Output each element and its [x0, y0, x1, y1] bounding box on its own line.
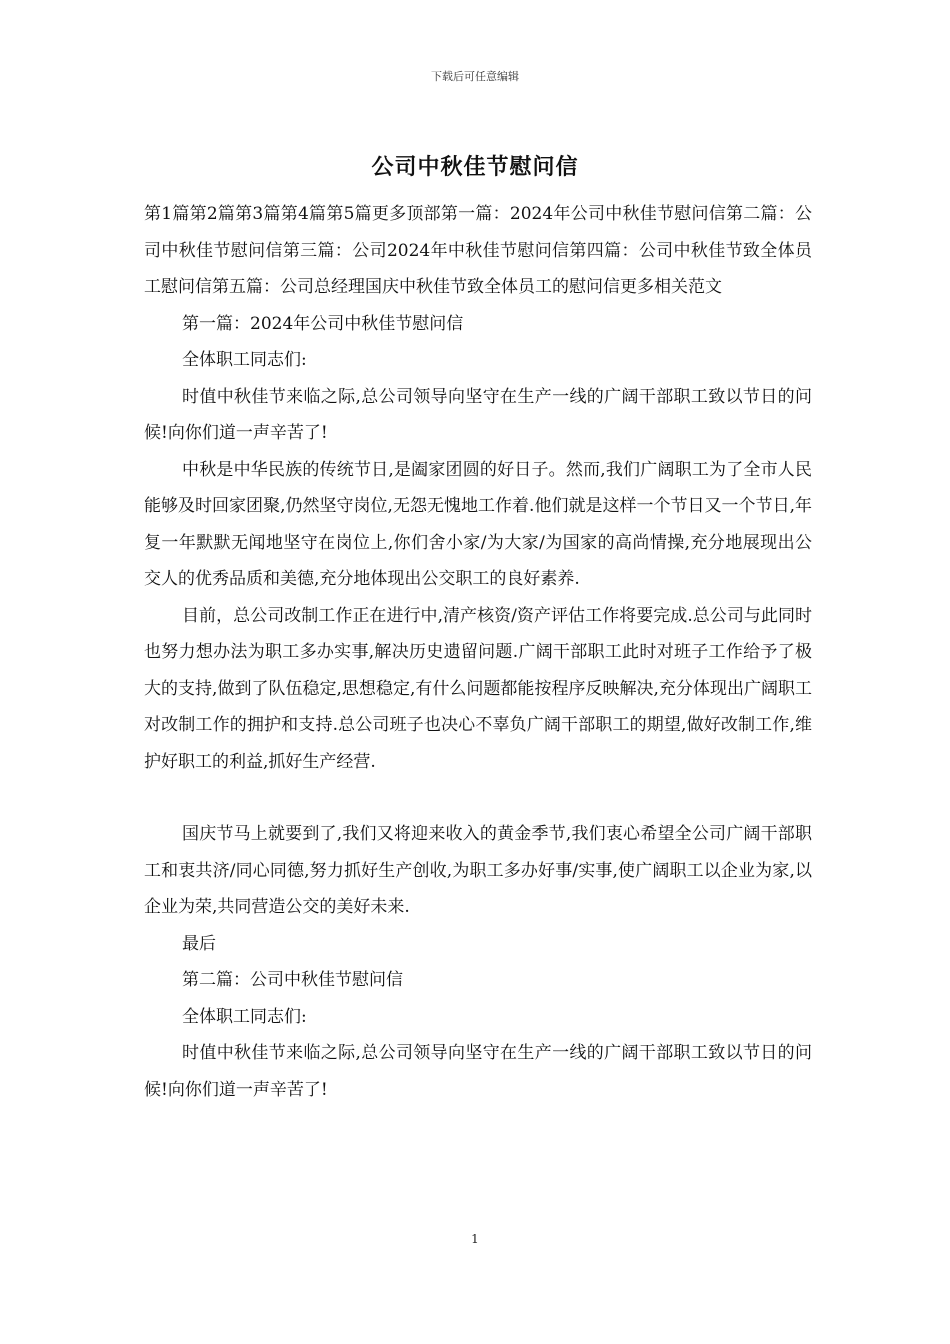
- body-paragraph: 国庆节马上就要到了,我们又将迎来收入的黄金季节,我们衷心希望全公司广阔干部职工和衷共济/同心同德,努力抓好生产创收,为职工多办好事/实事,使广阔职工以企业为家,以企业为荣,共同营造公交的美好未来.: [144, 824, 812, 917]
- document-title: 公司中秋佳节慰问信: [371, 155, 579, 180]
- section-heading-2: 第二篇：公司中秋佳节慰问信: [182, 970, 403, 990]
- section-heading-1: 第一篇：2024年公司中秋佳节慰问信: [182, 313, 464, 334]
- document-body: [144, 196, 812, 1108]
- body-paragraph: 时值中秋佳节来临之际,总公司领导向坚守在生产一线的广阔干部职工致以节日的问候!向你们道一声辛苦了!: [144, 1043, 812, 1100]
- salutation: 全体职工同志们:: [182, 350, 307, 370]
- page-number: 1: [471, 1232, 479, 1246]
- header-note: 下载后可任意编辑: [431, 70, 519, 83]
- body-paragraph: 中秋是中华民族的传统节日,是阖家团圆的好日子。然而,我们广阔职工为了全市人民能够及时回家团聚,仍然坚守岗位,无怨无愧地工作着.他们就是这样一个节日又一个节日,年复一年默默无闻地坚守在岗位上,你们舍小家/为大家/为国家的高尚情操,充分地展现出公交人的优秀品质和美德,充分地体现出公交职工的良好素养.: [144, 459, 812, 589]
- table-of-contents: 第1篇第2篇第3篇第4篇第5篇更多顶部第一篇：2024年公司中秋佳节慰问信第二篇：公司中秋佳节慰问信第三篇：公司2024年中秋佳节慰问信第四篇：公司中秋佳节致全体员工慰问信第五篇：公司总经理国庆中秋佳节致全体员工的慰问信更多相关范文: [144, 204, 812, 297]
- salutation: 全体职工同志们:: [182, 1006, 307, 1027]
- closing-line: 最后: [182, 933, 216, 954]
- body-paragraph: 时值中秋佳节来临之际,总公司领导向坚守在生产一线的广阔干部职工致以节日的问候!向你们道一声辛苦了!: [144, 386, 812, 443]
- body-paragraph: 目前，总公司改制工作正在进行中,清产核资/资产评估工作将要完成.总公司与此同时也努力想办法为职工多办实事,解决历史遗留问题.广阔干部职工此时对班子工作给予了极大的支持,做到了队伍稳定,思想稳定,有什么问题都能按程序反映解决,充分体现出广阔职工对改制工作的拥护和支持.总公司班子也决心不辜负广阔干部职工的期望,做好改制工作,维护好职工的利益,抓好生产经营.: [144, 605, 812, 772]
